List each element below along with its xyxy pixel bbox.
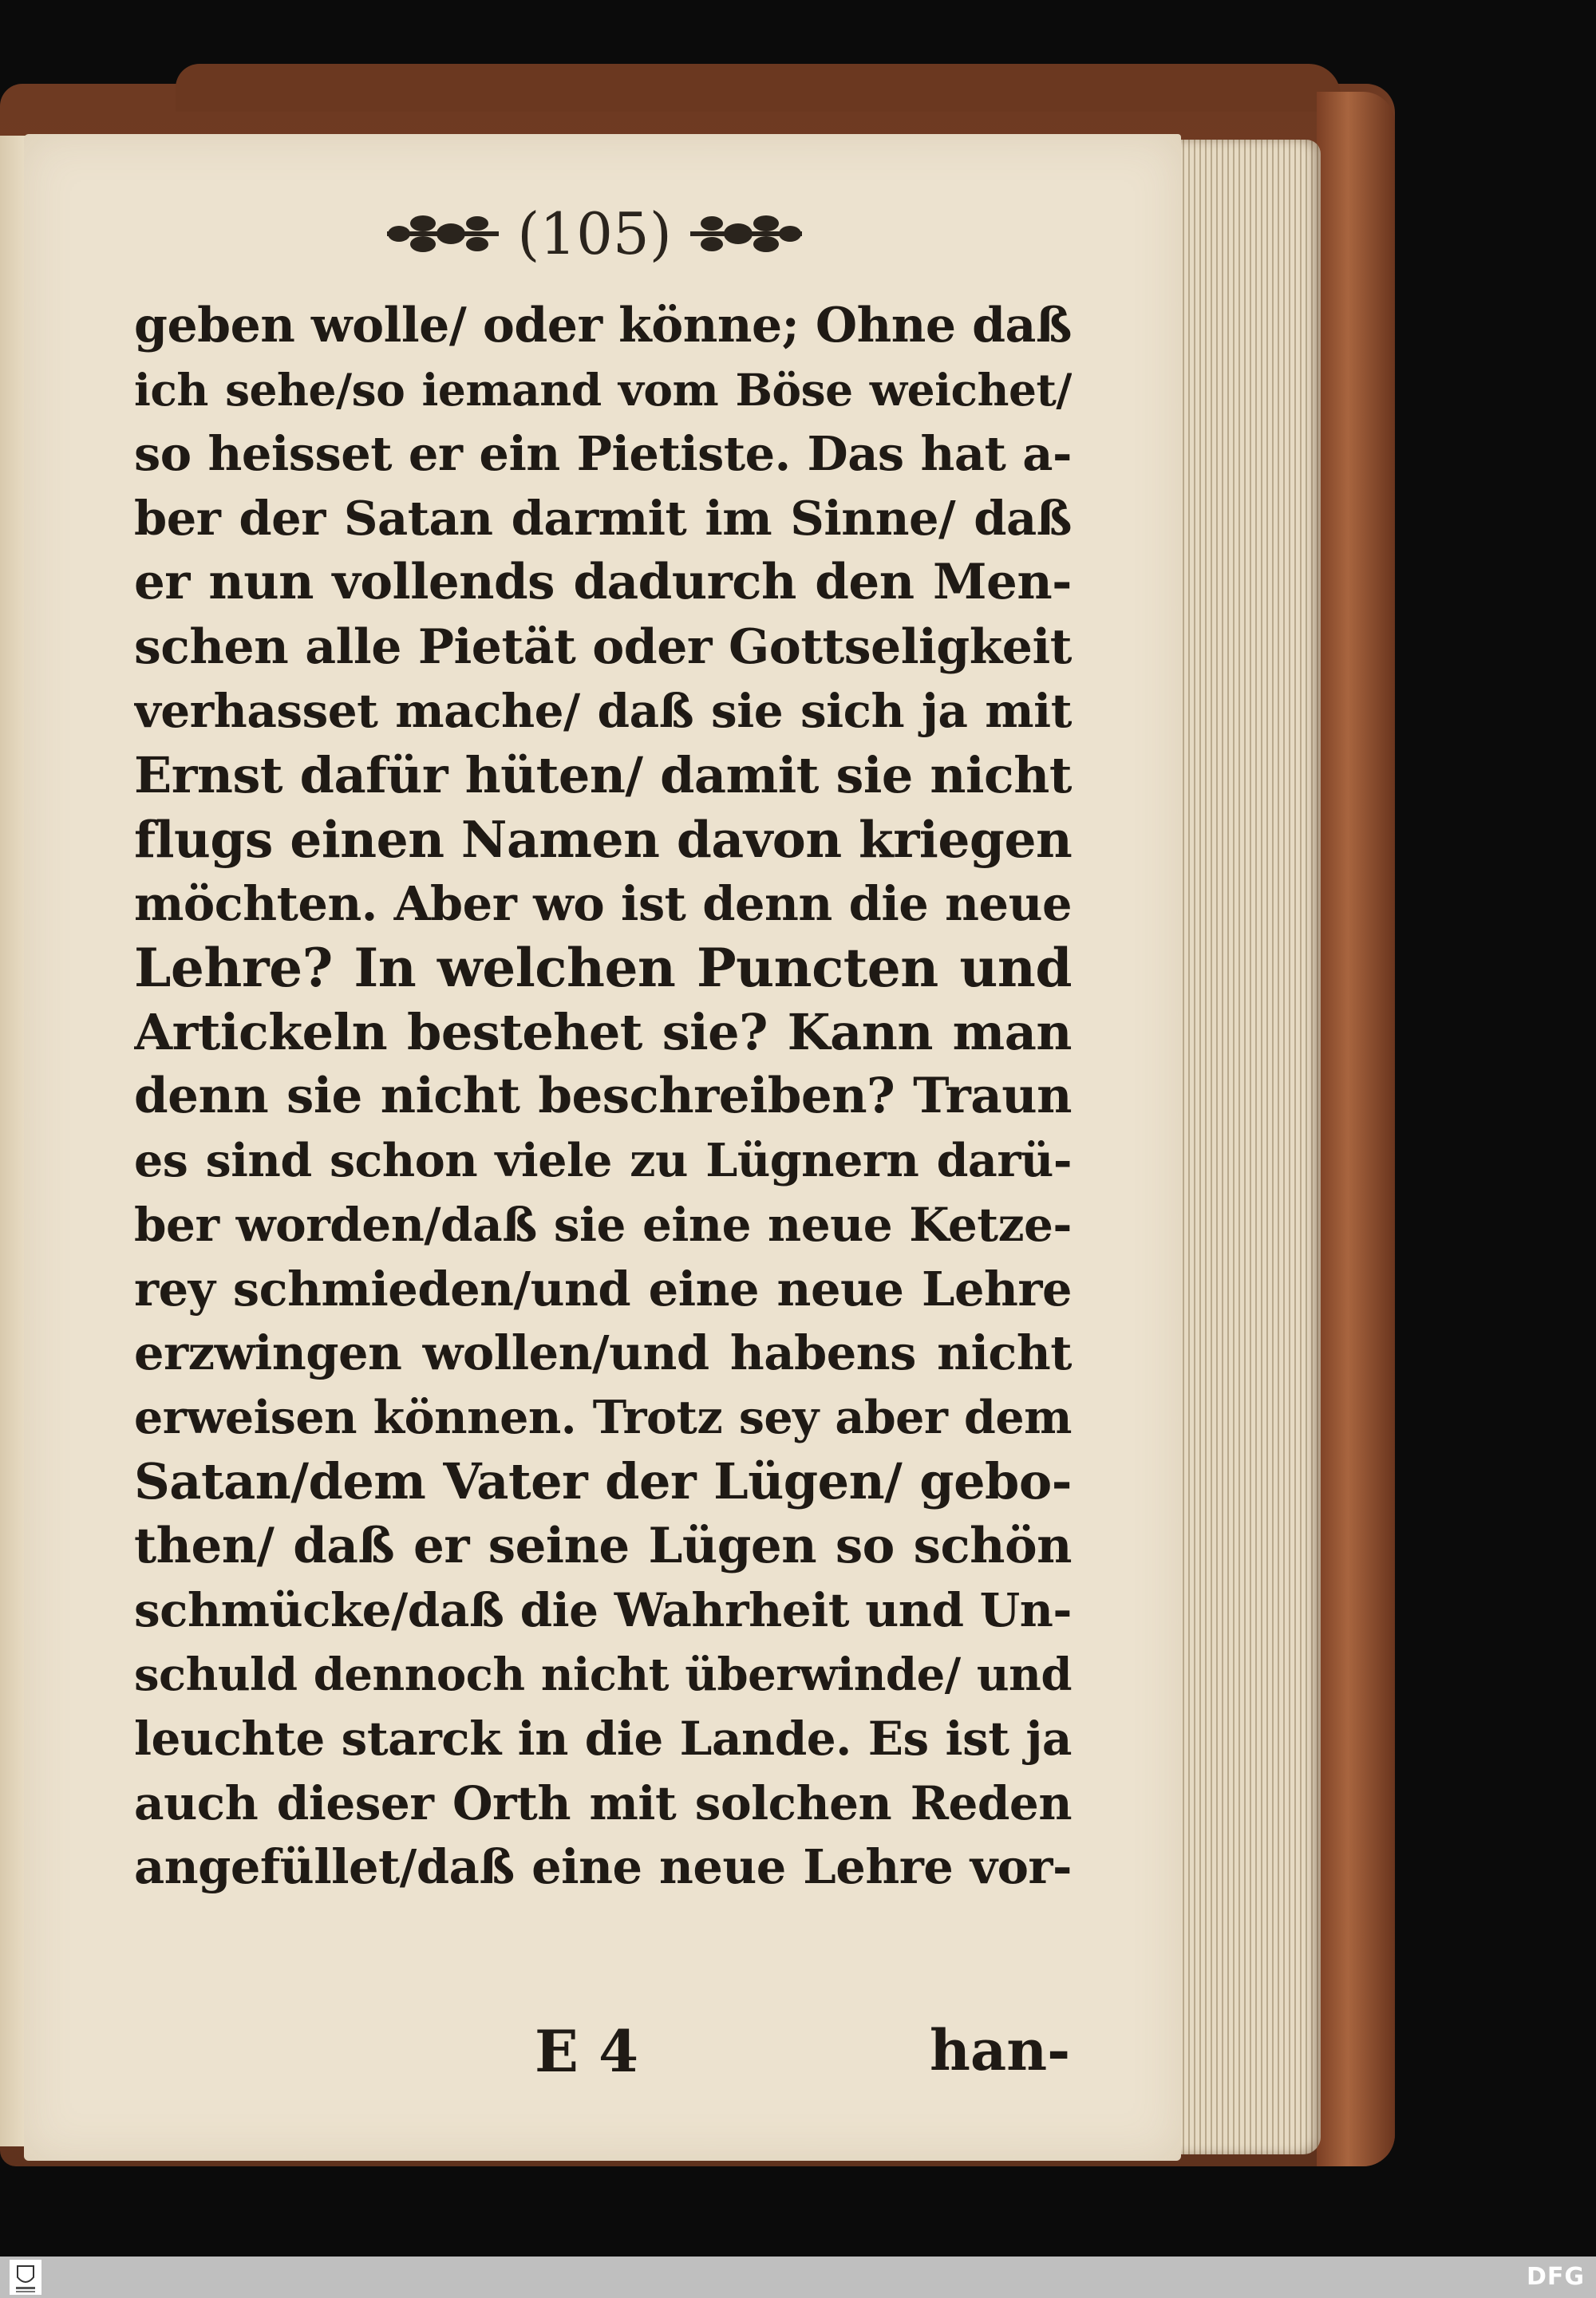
text-line: erweisen können. Trotz sey aber dem <box>134 1390 1072 1444</box>
text-line: leuchte starck in die Lande. Es ist ja <box>134 1712 1072 1766</box>
text-line: erzwingen wollen/und habens nicht <box>134 1325 1072 1380</box>
fleuron-ornament-icon <box>383 206 503 262</box>
text-line: möchten. Aber wo ist denn die neue <box>134 875 1072 931</box>
text-line: ber worden/daß sie eine neue Ketze- <box>134 1198 1072 1252</box>
text-line: rey schmieden/und eine neue Lehre <box>134 1261 1072 1317</box>
fleuron-ornament-icon <box>686 206 806 262</box>
signature-mark: E 4 <box>535 2017 639 2085</box>
text-line: es sind schon viele zu Lügnern darü- <box>134 1133 1072 1187</box>
text-line: so heisset er ein Pietiste. Das hat a- <box>134 426 1072 481</box>
text-line: schen alle Pietät oder Gottseligkeit <box>134 618 1072 675</box>
viewer-footer-bar <box>0 2257 1596 2298</box>
page-edges <box>1173 140 1321 2154</box>
book-page <box>24 134 1181 2161</box>
facing-page-edge <box>0 136 26 2146</box>
text-line: er nun vollends dadurch den Men- <box>134 554 1072 610</box>
text-line: schuld dennoch nicht überwinde/ und <box>134 1648 1072 1701</box>
text-line: Lehre? In welchen Puncten und <box>134 937 1072 999</box>
dfg-logo: DFG <box>1526 2263 1585 2291</box>
text-line: Satan/dem Vater der Lügen/ gebo- <box>134 1452 1072 1510</box>
page-body-text <box>134 294 1072 1900</box>
text-line: denn sie nicht beschreiben? Traun <box>134 1068 1072 1124</box>
page-number: (105) <box>517 200 672 267</box>
text-line: schmücke/daß die Wahrheit und Un- <box>134 1583 1072 1637</box>
text-line: Artickeln bestehet sie? Kann man <box>134 1002 1072 1061</box>
text-line: ber der Satan darmit im Sinne/ daß <box>134 490 1072 546</box>
text-line: angefüllet/daß eine neue Lehre vor- <box>134 1839 1072 1894</box>
text-line: Ernst dafür hüten/ damit sie nicht <box>134 745 1072 804</box>
text-line: then/ daß er seine Lügen so schön <box>134 1517 1072 1574</box>
book-cover-edge <box>1317 92 1395 2166</box>
text-line: flugs einen Namen davon kriegen <box>134 810 1072 869</box>
page-header <box>367 190 822 278</box>
text-line: verhasset mache/ daß sie sich ja mit <box>134 684 1072 738</box>
text-line: ich sehe/so iemand vom Böse weichet/ <box>134 363 1072 416</box>
catchword: han- <box>930 2017 1071 2083</box>
library-crest-icon <box>10 2260 41 2295</box>
text-line: geben wolle/ oder könne; Ohne daß <box>134 298 1072 353</box>
text-line: auch dieser Orth mit solchen Reden <box>134 1775 1072 1830</box>
book-cover-top <box>176 64 1341 112</box>
